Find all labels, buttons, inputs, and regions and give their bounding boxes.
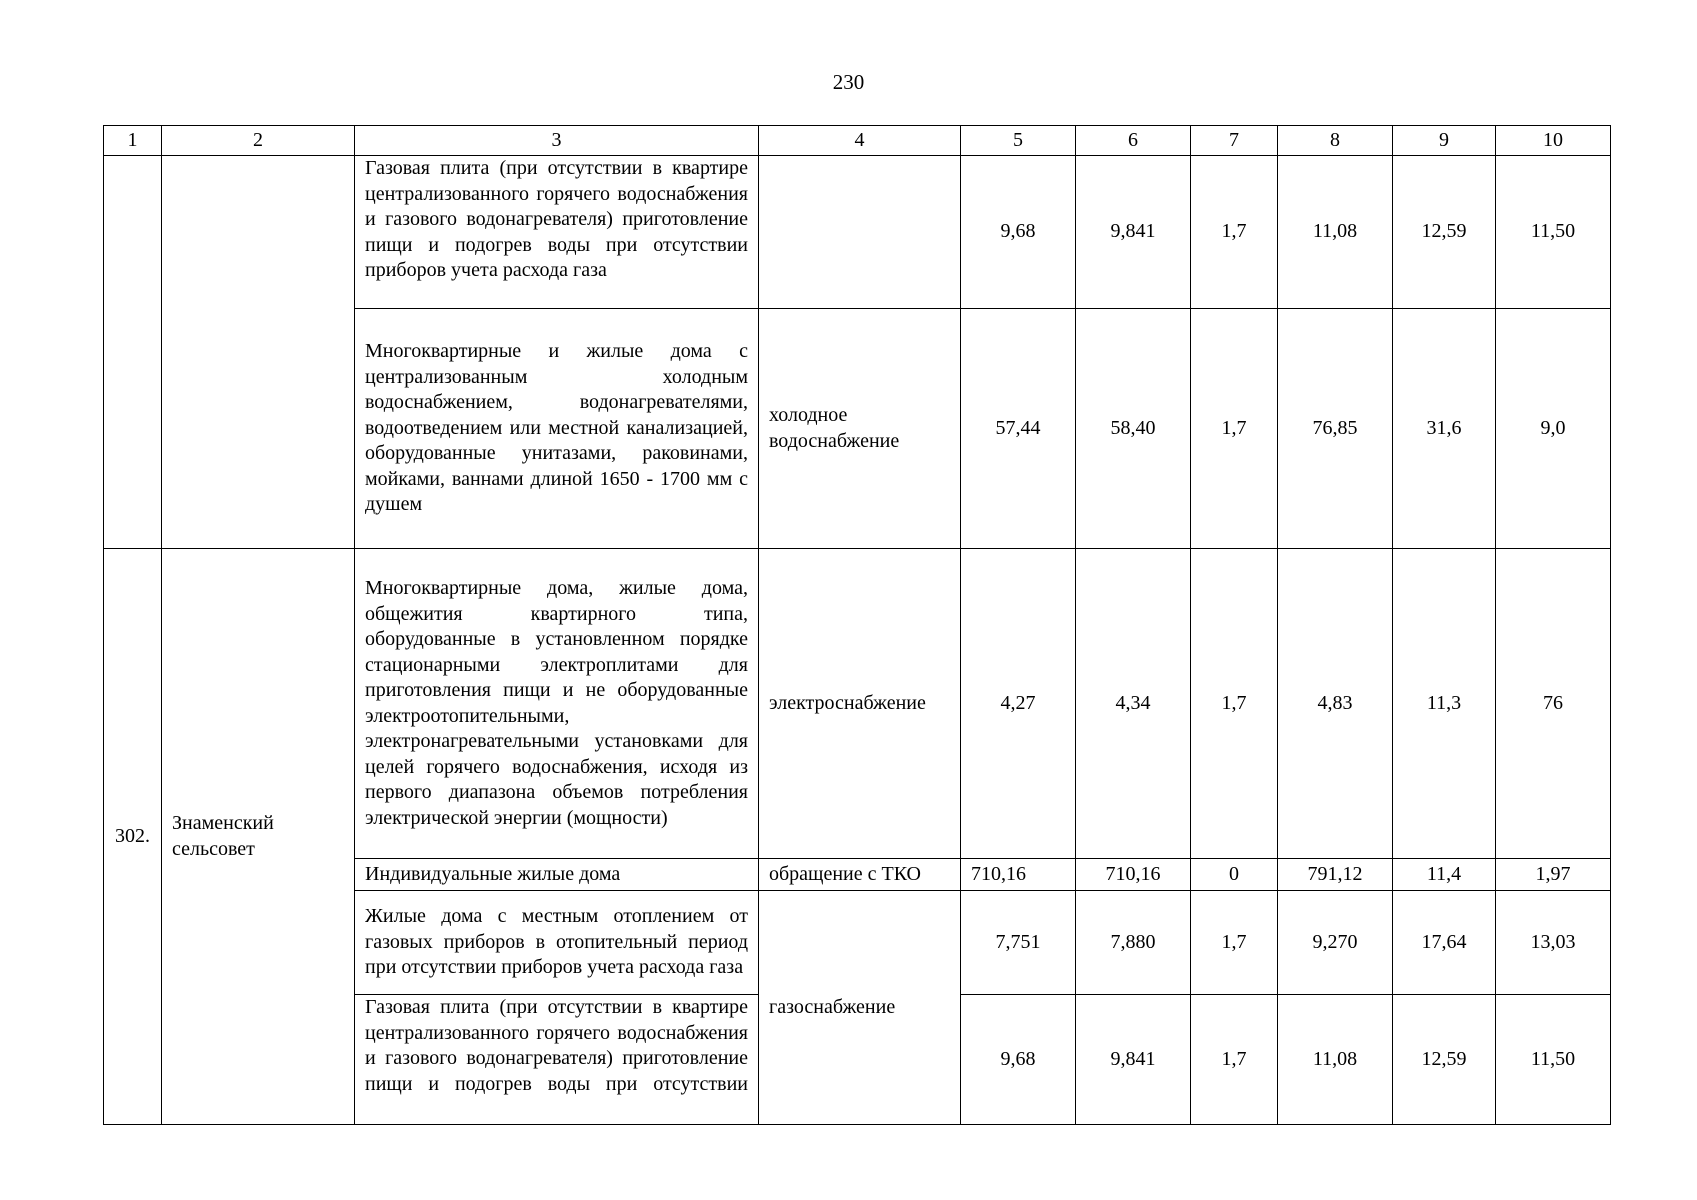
- row-value: 0: [1191, 859, 1278, 891]
- row-value: 11,08: [1278, 995, 1393, 1125]
- row-value: 9,841: [1076, 156, 1191, 309]
- column-header: 8: [1278, 126, 1393, 156]
- row-value: 1,7: [1191, 156, 1278, 309]
- row-value: 1,7: [1191, 309, 1278, 549]
- row-value: 17,64: [1393, 891, 1496, 995]
- column-header: 4: [759, 126, 961, 156]
- row-value: 76: [1496, 549, 1611, 859]
- column-header: 5: [961, 126, 1076, 156]
- row-value: 11,50: [1496, 156, 1611, 309]
- row-service: [759, 156, 961, 309]
- column-header: 2: [162, 126, 355, 156]
- row-value: 9,68: [961, 995, 1076, 1125]
- row-value: 11,4: [1393, 859, 1496, 891]
- row-value: 7,880: [1076, 891, 1191, 995]
- table-row: [104, 549, 1611, 859]
- row-value: 1,7: [1191, 995, 1278, 1125]
- row-value: 4,34: [1076, 549, 1191, 859]
- row-value: 791,12: [1278, 859, 1393, 891]
- row-value: 4,27: [961, 549, 1076, 859]
- tariff-table: [103, 125, 1611, 1125]
- row-value: 13,03: [1496, 891, 1611, 995]
- row-value: 11,3: [1393, 549, 1496, 859]
- row-value: 1,97: [1496, 859, 1611, 891]
- row-value: 1,7: [1191, 549, 1278, 859]
- table-header-row: [104, 126, 1611, 156]
- row-value: 12,59: [1393, 995, 1496, 1125]
- cell-empty: [104, 156, 162, 549]
- row-value: 1,7: [1191, 891, 1278, 995]
- column-header: 7: [1191, 126, 1278, 156]
- row-value: 9,0: [1496, 309, 1611, 549]
- row-value: 58,40: [1076, 309, 1191, 549]
- row-description: Многоквартирные дома, жилые дома, общежития квартирного типа, оборудованные в установленном порядке стационарными электроплитами для приготовления пищи и не оборудованные электроотопительными, электронагревательными установками для целей горячего водоснабжения, исходя из первого диапазона объемов потребления электрической энергии (мощности): [355, 549, 759, 859]
- row-service: обращение с ТКО: [759, 859, 961, 891]
- row-service: газоснабжение: [759, 891, 961, 1125]
- column-header: 9: [1393, 126, 1496, 156]
- municipality-name: Знаменский сельсовет: [162, 549, 355, 1125]
- row-value: 9,841: [1076, 995, 1191, 1125]
- table-row: [104, 156, 1611, 309]
- row-value: 11,08: [1278, 156, 1393, 309]
- row-value: 31,6: [1393, 309, 1496, 549]
- row-value: 57,44: [961, 309, 1076, 549]
- row-description: Газовая плита (при отсутствии в квартире централизованного горячего водоснабжения и газового водонагревателя) приготовление пищи и подогрев воды при отсутствии: [355, 995, 759, 1125]
- row-description: Газовая плита (при отсутствии в квартире централизованного горячего водоснабжения и газового водонагревателя) приготовление пищи и подогрев воды при отсутствии приборов учета расхода газа: [355, 156, 759, 309]
- column-header: 3: [355, 126, 759, 156]
- column-header: 10: [1496, 126, 1611, 156]
- row-service: холодное водоснабжение: [759, 309, 961, 549]
- row-value: 4,83: [1278, 549, 1393, 859]
- row-description: Многоквартирные и жилые дома с централизованным холодным водоснабжением, водонагревателями, водоотведением или местной канализацией, оборудованные унитазами, раковинами, мойками, ваннами длиной 1650 - 1700 мм с душем: [355, 309, 759, 549]
- row-value: 7,751: [961, 891, 1076, 995]
- row-description: Индивидуальные жилые дома: [355, 859, 759, 891]
- row-description: Жилые дома с местным отоплением от газовых приборов в отопительный период при отсутствии приборов учета расхода газа: [355, 891, 759, 995]
- column-header: 6: [1076, 126, 1191, 156]
- row-value: 9,270: [1278, 891, 1393, 995]
- column-header: 1: [104, 126, 162, 156]
- row-value: 76,85: [1278, 309, 1393, 549]
- page-number: 230: [832, 70, 865, 94]
- row-value: 12,59: [1393, 156, 1496, 309]
- row-service: электроснабжение: [759, 549, 961, 859]
- row-value: 9,68: [961, 156, 1076, 309]
- cell-empty: [162, 156, 355, 549]
- row-value: 710,16: [1076, 859, 1191, 891]
- row-number: 302.: [104, 549, 162, 1125]
- row-value: 710,16: [961, 859, 1076, 891]
- row-value: 11,50: [1496, 995, 1611, 1125]
